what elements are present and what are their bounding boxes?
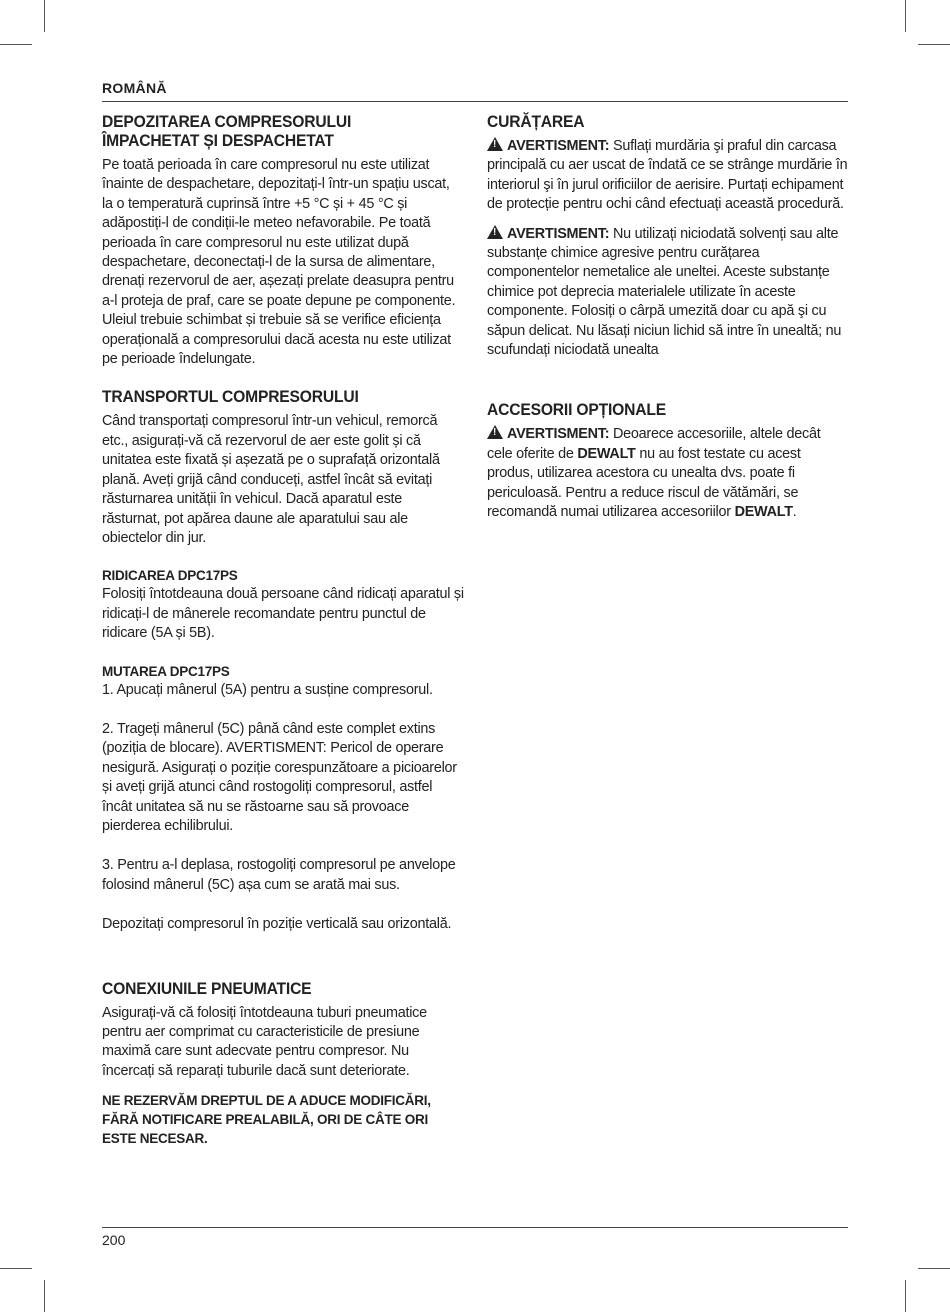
moving-step-1: 1. Apucați mânerul (5A) pentru a susține compresorul.: [102, 681, 433, 698]
moving-step-3: 3. Pentru a-l deplasa, rostogoliți compresorul pe anvelope folosind mânerul (5C) așa cum se arată mai sus.: [102, 857, 456, 893]
crop-mark: [0, 1268, 32, 1269]
cleaning-warning-2: [487, 225, 849, 361]
page-number: 200: [102, 1232, 126, 1248]
crop-mark: [44, 0, 45, 32]
lifting-body: Folosiți întotdeauna două persoane când ridicați aparatul și ridicați-l de mânerele recomandate pentru punctul de ridicare (5A și 5B).: [102, 586, 464, 642]
brand-name: DEWALT: [734, 504, 793, 521]
warning-triangle-icon: [487, 225, 503, 239]
accessories-text-a: Deoarece accesoriile, altele decât cele oferite de: [487, 426, 821, 462]
warning-triangle-icon: [487, 137, 503, 151]
transport-heading: TRANSPORTUL COMPRESORULUI: [102, 387, 359, 407]
accessories-end: .: [792, 504, 797, 521]
warning-label: AVERTISMENT:: [507, 225, 610, 242]
cleaning-heading: CURĂȚAREA: [487, 112, 585, 131]
crop-mark: [0, 44, 32, 45]
crop-mark: [918, 44, 950, 45]
accessories-warning: [487, 425, 849, 522]
accessories-text-b: nu au fost testate cu acest produs, utilizarea acestora cu unealta dvs. poate fi periculoasă. Pentru a reduce riscul de vătămări, se recomandă numai utilizarea accesoriilor: [487, 445, 801, 521]
crop-mark: [918, 1268, 950, 1269]
lifting-heading: RIDICAREA DPC17PS: [102, 568, 238, 584]
transport-body: Când transportați compresorul într-un vehicul, remorcă etc., asigurați-vă că rezervorul de aer este golit și că unitatea este fixată și așezată pe o suprafață orizontală plană. Aveți grijă când conduceți, astfel încât să evitați răsturnarea unității în vehicul. Dacă aparatul este răsturnat, pot apărea daune ale aparatului sau ale obiectelor din jur.: [102, 413, 440, 546]
pneumatic-body: Asigurați-vă că folosiți întotdeauna tuburi pneumatice pentru aer comprimat cu caracteristicile de presiune maximă care sunt adecvate pentru compresor. Nu încercați să reparați tuburile dacă sunt deteriorate.: [102, 1004, 427, 1079]
cleaning-warning-1-text: Suflați murdăria şi praful din carcasa principală cu aer uscat de îndată ce se strânge murdărie în interiorul şi în jurul orificiilor de aerisire. Purtați echipament de protecție pentru ochi când efectuați această procedură.: [487, 138, 848, 213]
pneumatic-heading: CONEXIUNILE PNEUMATICE: [102, 978, 312, 998]
warning-triangle-icon: [487, 425, 503, 439]
header-rule: [102, 101, 848, 102]
warning-label: AVERTISMENT:: [507, 138, 610, 154]
storage-heading-line2: ÎMPACHETAT ȘI DESPACHETAT: [102, 131, 334, 150]
storage-heading-line1: DEPOZITAREA COMPRESORULUI: [102, 112, 352, 131]
moving-heading: MUTAREA DPC17PS: [102, 663, 230, 679]
moving-step-2: 2. Trageți mânerul (5C) până când este complet extins (poziția de blocare). AVERTISMENT: Pericol de operare nesigură. Asigurați o poziție corespunzătoare a picioarelor și aveți grijă atunci când rostogoliți compresorul, astfel încât unitatea să nu se răstoarne sau să provoace pierderea echilibrului.: [102, 720, 457, 834]
warning-label: AVERTISMENT:: [507, 426, 610, 443]
storage-body: Pe toată perioada în care compresorul nu este utilizat înainte de despachetare, depozitați-l într-un spațiu uscat, la o temperatură cuprinsă între +5 °C și + 45 °C și adăpostiți-l de condiții-le meteo nefavorabile. Pe toată perioada în care compresorul nu este utilizat după despachetare, deconectați-l de la sursa de alimentare, drenați rezervorul de aer, așezați prelate deasupra pentru a-l proteja de praf, care se poate depune pe componente. Uleiul trebuie schimbat și trebuie să se verifice eficiența operațională a compresorului dacă acesta nu este utilizat pe perioade îndelungate.: [102, 157, 456, 368]
crop-mark: [905, 1280, 906, 1312]
footer-rule: [102, 1227, 848, 1228]
storage-position-note: Depozitați compresorul în poziție verticală sau orizontală.: [102, 916, 452, 933]
left-column: [102, 112, 464, 1148]
storage-heading: [102, 112, 462, 150]
crop-mark: [905, 0, 906, 32]
brand-name: DEWALT: [577, 445, 636, 462]
language-header: ROMÂNĂ: [102, 80, 167, 96]
accessories-heading: ACCESORII OPȚIONALE: [487, 400, 666, 420]
cleaning-warning-1: [487, 137, 849, 215]
crop-mark: [44, 1280, 45, 1312]
rights-notice: NE REZERVĂM DREPTUL DE A ADUCE MODIFICĂRI, FĂRĂ NOTIFICARE PREALABILĂ, ORI DE CÂTE ORI ESTE NECESAR.: [102, 1093, 431, 1147]
cleaning-warning-2-text: Nu utilizați niciodată solvenți sau alte substanțe chimice agresive pentru curățarea componentelor nemetalice ale uneltei. Aceste substanțe chimice pot deprecia materialele utilizate în aceste componente. Folosiți o cârpă umezită doar cu apă şi cu săpun delicat. Nu lăsați niciun lichid să intre în unealtă; nu scufundați niciodată unealta: [487, 225, 842, 359]
right-column: [487, 112, 849, 523]
